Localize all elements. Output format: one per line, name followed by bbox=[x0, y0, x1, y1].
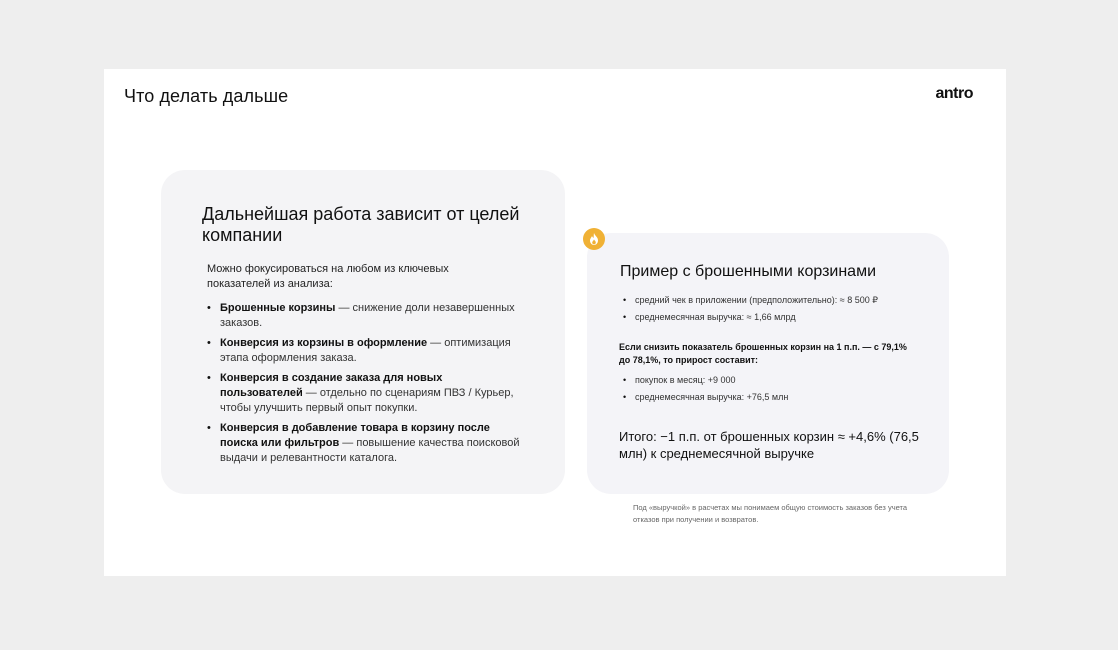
growth-list bbox=[623, 372, 933, 406]
flame-icon bbox=[583, 228, 605, 250]
baseline-list bbox=[623, 292, 933, 326]
list-item bbox=[207, 336, 527, 366]
list-item: • средний чек в приложении (предположительно): ≈ 8 500 ₽ bbox=[623, 292, 933, 309]
list-item: • покупок в месяц: +9 000 bbox=[623, 372, 933, 389]
item-title: Конверсия из корзины в оформление bbox=[220, 337, 428, 349]
item-text: — оптимизация этапа оформления заказа. bbox=[220, 337, 511, 364]
card-heading: Дальнейшая работа зависит от целей компании bbox=[202, 204, 520, 245]
list-item: • среднемесячная выручка: +76,5 млн bbox=[623, 389, 933, 406]
slide bbox=[104, 69, 1006, 576]
brand-logo: antro bbox=[935, 85, 973, 102]
item-text: — снижение доли незавершенных заказов. bbox=[220, 302, 515, 329]
item-title: Конверсия в создание заказа для новых пользователей bbox=[220, 372, 443, 399]
flame-icon-glyph bbox=[589, 233, 599, 245]
list-item bbox=[207, 421, 527, 466]
card-intro: Можно фокусироваться на любом из ключевых показателей из анализа: bbox=[207, 263, 449, 290]
item-text: — отдельно по сценариям ПВЗ / Курьер, чтобы улучшить первый опыт покупки. bbox=[220, 387, 514, 414]
list-item: • среднемесячная выручка: ≈ 1,66 млрд bbox=[623, 309, 933, 326]
metrics-list bbox=[207, 301, 527, 471]
item-title: Брошенные корзины bbox=[220, 302, 336, 314]
item-text: — повышение качества поисковой выдачи и релевантности каталога. bbox=[220, 437, 520, 464]
condition-text: Если снизить показатель брошенных корзин на 1 п.п. — с 79,1% до 78,1%, то прирост составит: bbox=[619, 342, 907, 365]
example-card-right bbox=[587, 233, 949, 494]
list-item bbox=[207, 301, 527, 331]
total-text: Итого: −1 п.п. от брошенных корзин ≈ +4,6% (76,5 млн) к среднемесячной выручке bbox=[619, 429, 919, 461]
card-heading: Пример с брошенными корзинами bbox=[620, 263, 877, 280]
footnote: Под «выручкой» в расчетах мы понимаем общую стоимость заказов без учета отказов при получении и возвратов. bbox=[633, 503, 908, 524]
info-card-left bbox=[161, 170, 565, 494]
list-item bbox=[207, 371, 527, 416]
page-title: Что делать дальше bbox=[124, 86, 289, 106]
item-title: Конверсия в добавление товара в корзину после поиска или фильтров bbox=[220, 422, 490, 449]
